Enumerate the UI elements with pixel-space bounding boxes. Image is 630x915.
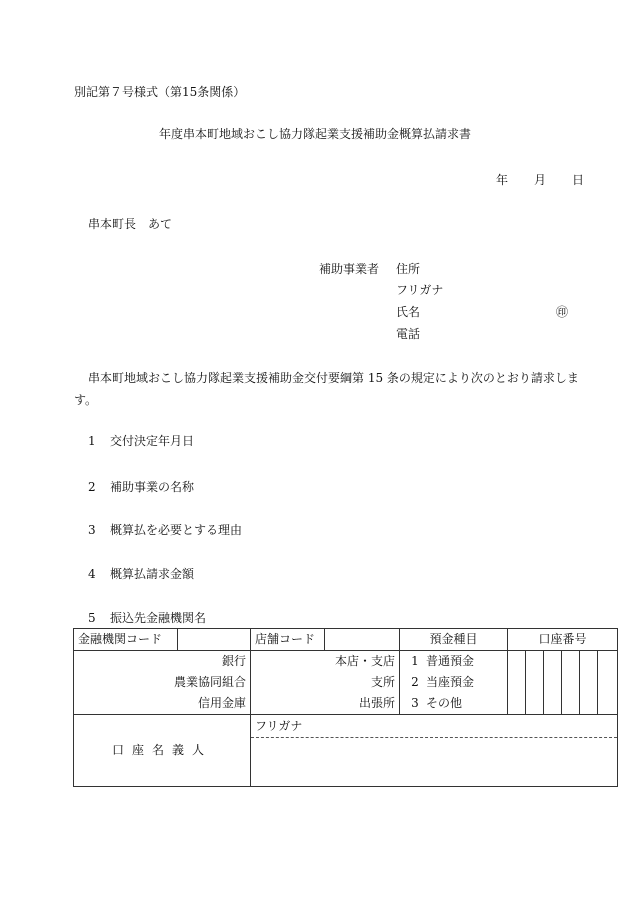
account-holder-row — [74, 715, 618, 787]
date-day-label: 日 — [571, 173, 584, 187]
item-2 — [88, 479, 194, 495]
deposit-option[interactable] — [400, 672, 508, 693]
document-title: 年度串本町地域おこし協力隊起業支援補助金概算払請求書 — [158, 127, 471, 141]
item-4 — [88, 566, 194, 582]
account-holder-label: 口座名義人 — [74, 715, 251, 787]
item-number: 2 — [88, 480, 96, 494]
bank-name-cell[interactable]: 銀行 — [74, 651, 251, 673]
deposit-option[interactable] — [400, 693, 508, 715]
table-header-row — [74, 629, 618, 651]
item-label: 概算払を必要とする理由 — [110, 523, 243, 537]
deposit-option-label: 当座預金 — [426, 675, 475, 689]
item-1 — [88, 433, 194, 449]
deposit-option-number: 1 — [411, 654, 419, 668]
phone-label: 電話 — [396, 327, 421, 341]
item-label: 振込先金融機関名 — [110, 611, 207, 625]
account-digit-box[interactable] — [508, 651, 526, 715]
item-3 — [88, 522, 242, 538]
table-row — [74, 651, 618, 673]
deposit-type-header: 預金種目 — [400, 629, 508, 651]
date-month-label: 月 — [533, 173, 546, 187]
item-number: 1 — [88, 434, 96, 448]
account-digit-box[interactable] — [598, 651, 618, 715]
holder-name-input[interactable] — [251, 738, 617, 786]
account-digit-box[interactable] — [580, 651, 598, 715]
sub-branch-label: 支所 — [251, 672, 400, 693]
item-number: 5 — [88, 611, 96, 625]
item-label: 交付決定年月日 — [110, 434, 195, 448]
addressee: 串本町長 あて — [88, 217, 173, 231]
branch-name-cell[interactable]: 本店・支店 — [251, 651, 400, 673]
agency-office-label: 出張所 — [251, 693, 400, 715]
credit-union-label: 信用金庫 — [74, 693, 251, 715]
form-label: 別記第７号様式（第15条関係） — [74, 85, 246, 99]
date-line — [496, 172, 584, 188]
account-number-header: 口座番号 — [508, 629, 618, 651]
body-text: 串本町地域おこし協力隊起業支援補助金交付要綱第 15 条の規定により次のとおり請求します。 — [74, 371, 579, 407]
item-label: 補助事業の名称 — [110, 480, 195, 494]
item-number: 4 — [88, 567, 96, 581]
seal-mark: ㊞ — [556, 305, 569, 319]
deposit-option-label: その他 — [426, 696, 463, 710]
bank-account-table — [73, 628, 618, 787]
deposit-option-number: 2 — [411, 675, 419, 689]
date-year-label: 年 — [495, 173, 508, 187]
institution-code-label: 金融機関コード — [74, 629, 178, 651]
name-label: 氏名 — [396, 305, 421, 319]
agricultural-coop-label: 農業協同組合 — [74, 672, 251, 693]
account-holder-cell[interactable] — [251, 715, 618, 787]
account-digit-box[interactable] — [562, 651, 580, 715]
holder-furigana-label: フリガナ — [251, 715, 617, 738]
deposit-option-number: 3 — [411, 696, 419, 710]
item-label: 概算払請求金額 — [110, 567, 195, 581]
account-digit-box[interactable] — [526, 651, 544, 715]
deposit-option[interactable] — [400, 651, 508, 673]
address-label: 住所 — [396, 262, 421, 276]
applicant-role: 補助事業者 — [319, 262, 380, 276]
institution-code-input[interactable] — [178, 629, 251, 651]
item-number: 3 — [88, 523, 96, 537]
furigana-label: フリガナ — [396, 283, 444, 297]
branch-code-input[interactable] — [325, 629, 400, 651]
account-digit-box[interactable] — [544, 651, 562, 715]
item-5 — [88, 610, 206, 626]
branch-code-label: 店舗コード — [251, 629, 325, 651]
deposit-option-label: 普通預金 — [426, 654, 475, 668]
